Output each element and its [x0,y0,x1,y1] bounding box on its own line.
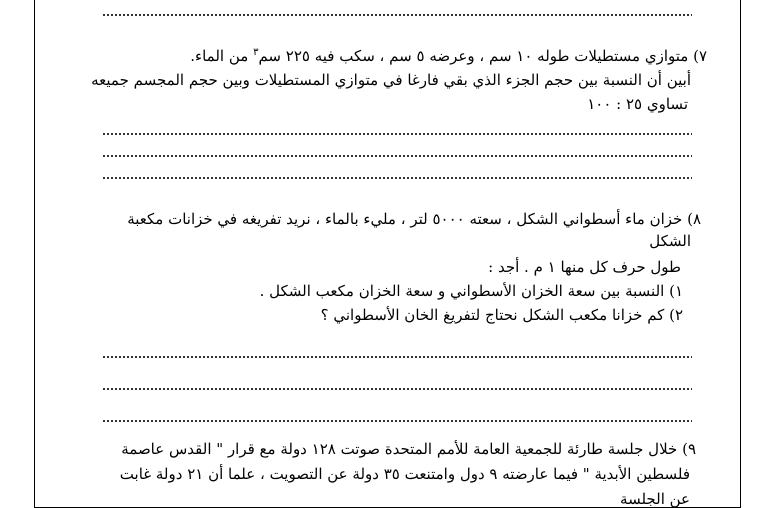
q7-text-b: من الماء. [190,47,254,65]
q7-line-2: أبين أن النسبة بين حجم الجزء الذي بقي فارغا في متوازي المستطيلات وبين حجم المجسم جميعه [91,71,691,89]
answer-line [102,388,692,390]
answer-line [102,420,692,422]
q7-text-a: ٧) متوازي مستطيلات طوله ١٠ سم ، وعرضه ٥ سم ، سكب فيه ٢٢٥ سم [258,47,707,65]
q8-line-3: طول حرف كل منها ١ م . أجد : [488,258,681,276]
q8-line-1: ٨) خزان ماء أسطواني الشكل ، سعته ٥٠٠٠ لتر ، مليء بالماء ، نريد تفريغه في خزانات مكعبة [127,210,701,228]
q7-line-3: تساوي ٢٥ : ١٠٠ [587,95,688,113]
answer-line [102,133,692,135]
q8-line-4: ١) النسبة بين سعة الخزان الأسطواني و سعة الخزان مكعب الشكل . [259,282,683,300]
answer-line [102,14,692,16]
q8-line-5: ٢) كم خزانا مكعب الشكل نحتاج لتفريغ الخان الأسطواني ؟ [320,306,683,324]
q7-line-1 [190,47,707,65]
answer-line [102,155,692,157]
q9-line-2: فلسطين الأبدية " فيما عارضته ٩ دول وامتنعت ٣٥ دولة عن التصويت ، علما أن ٢١ دولة غابت [119,465,690,483]
q9-line-3: عن الجلسة [620,490,690,508]
q8-line-2: الشكل [649,232,691,250]
q7-superscript: ٣ [253,47,259,58]
q9-line-1: ٩) خلال جلسة طارئة للجمعية العامة للأمم المتحدة صوتت ١٢٨ دولة مع قرار " القدس عاصمة [121,440,696,458]
answer-line [102,177,692,179]
answer-line [102,356,692,358]
